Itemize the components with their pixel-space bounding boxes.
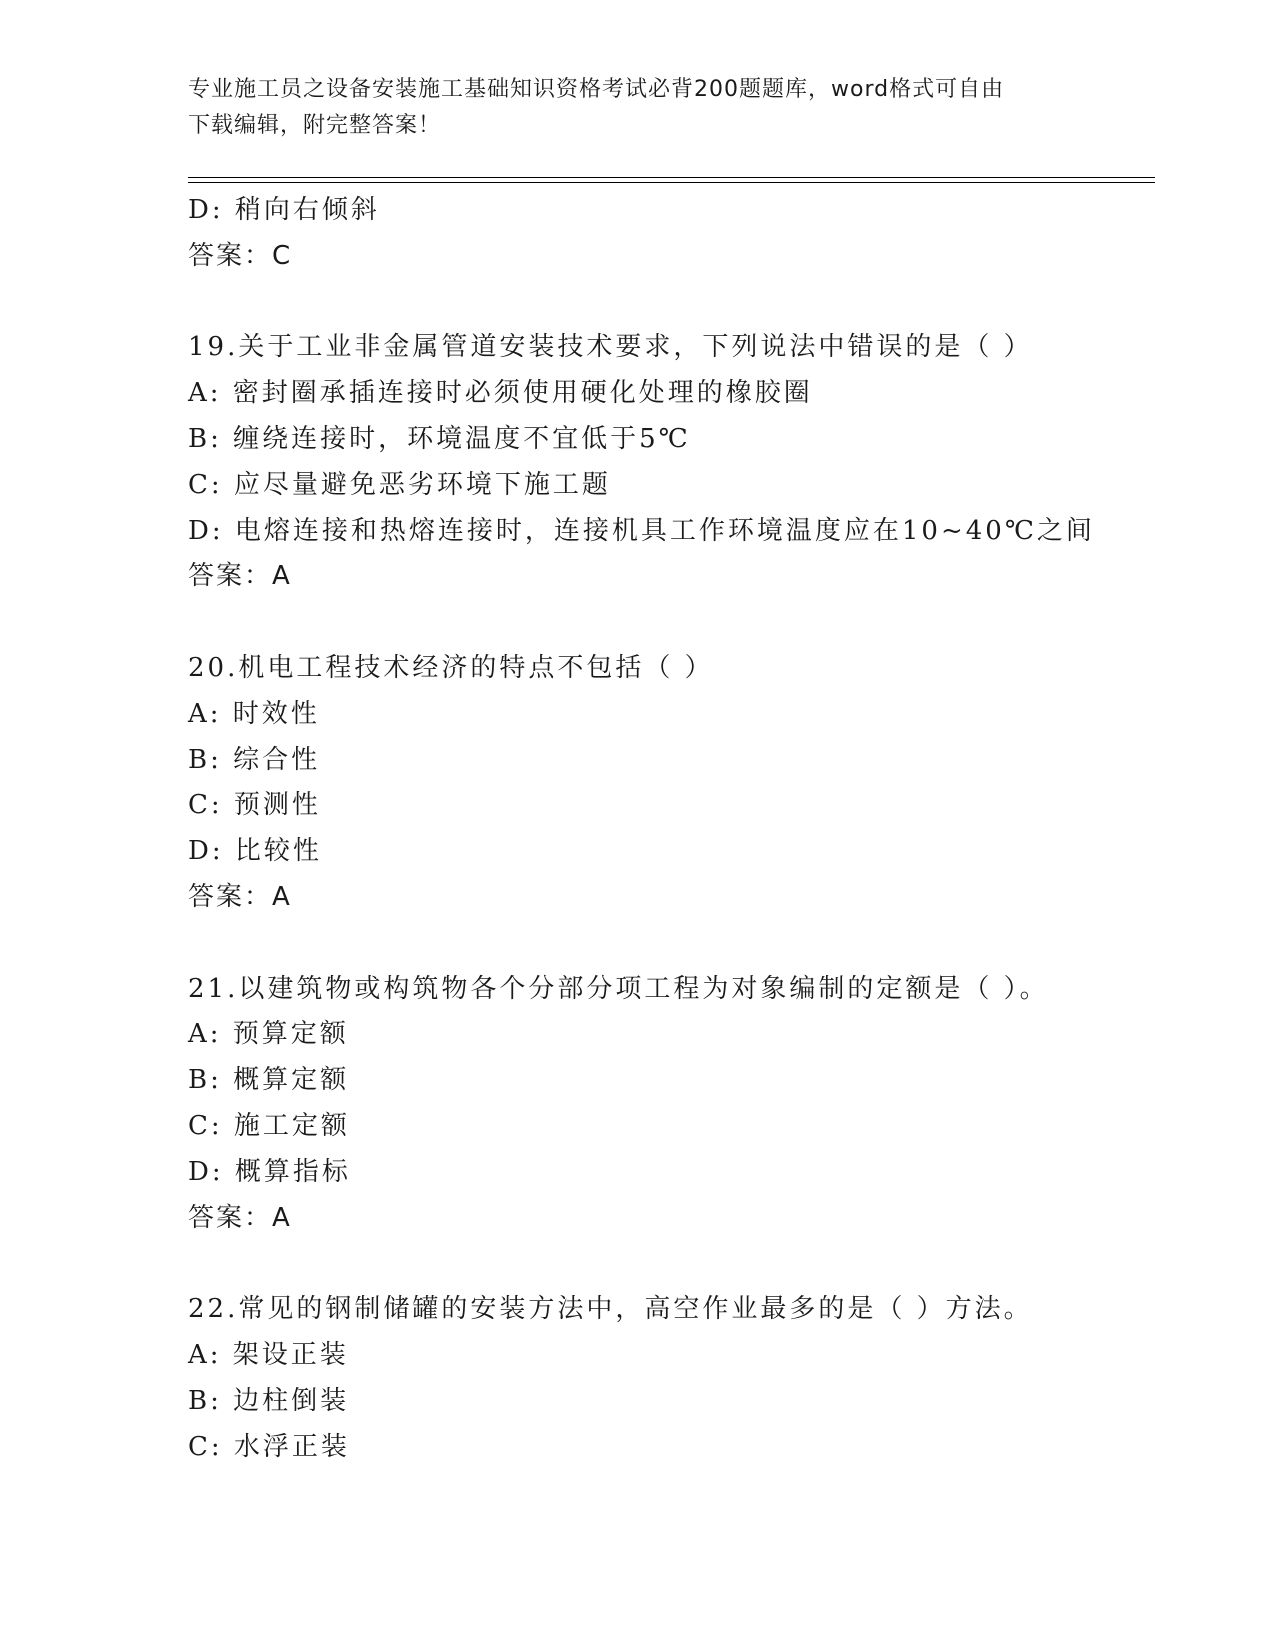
question-block bbox=[188, 1287, 1148, 1470]
option-line: C: 水浮正装 bbox=[188, 1431, 350, 1462]
option-line: B: 概算定额 bbox=[188, 1065, 350, 1096]
question-text: 19.关于工业非金属管道安装技术要求，下列说法中错误的是（ ） bbox=[188, 332, 1033, 363]
answer-line: 答案：A bbox=[188, 561, 292, 592]
block-spacer bbox=[188, 1241, 1148, 1287]
option-line: D: 概算指标 bbox=[188, 1156, 351, 1187]
header-rule-top bbox=[188, 177, 1155, 178]
option-line: C: 施工定额 bbox=[188, 1110, 350, 1141]
option-line: D: 电熔连接和热熔连接时，连接机具工作环境温度应在10~40℃之间 bbox=[188, 515, 1095, 546]
option-line: B: 缠绕连接时，环境温度不宜低于5℃ bbox=[188, 423, 691, 454]
answer-line: 答案：A bbox=[188, 881, 292, 912]
option-line: D: 比较性 bbox=[188, 836, 322, 867]
header-rule-bottom bbox=[188, 182, 1155, 183]
question-list bbox=[188, 188, 1148, 1470]
question-block bbox=[188, 325, 1148, 646]
option-line: B: 边柱倒装 bbox=[188, 1385, 350, 1416]
document-header bbox=[188, 72, 1088, 144]
option-line: C: 预测性 bbox=[188, 790, 321, 821]
block-spacer bbox=[188, 280, 1148, 326]
option-line: A: 密封圈承插连接时必须使用硬化处理的橡胶圈 bbox=[188, 378, 813, 409]
option-line: D: 稍向右倾斜 bbox=[188, 195, 380, 225]
option-line: C: 应尽量避免恶劣环境下施工题 bbox=[188, 469, 611, 500]
option-line: A: 预算定额 bbox=[188, 1019, 349, 1050]
block-spacer bbox=[188, 921, 1148, 967]
question-block bbox=[188, 967, 1148, 1288]
answer-line: 答案：A bbox=[188, 1202, 292, 1233]
header-line-1: 专业施工员之设备安装施工基础知识资格考试必背200题题库，word格式可自由 bbox=[188, 77, 1005, 102]
answer-line: 答案：C bbox=[188, 240, 293, 271]
question-block bbox=[188, 646, 1148, 967]
option-line: A: 时效性 bbox=[188, 698, 320, 729]
option-line: A: 架设正装 bbox=[188, 1339, 349, 1370]
option-line: B: 综合性 bbox=[188, 744, 321, 775]
block-spacer bbox=[188, 600, 1148, 646]
header-line-2: 下载编辑，附完整答案！ bbox=[188, 113, 442, 138]
question-text: 20.机电工程技术经济的特点不包括（ ） bbox=[188, 652, 714, 683]
question-text: 22.常见的钢制储罐的安装方法中，高空作业最多的是（ ）方法。 bbox=[188, 1294, 1033, 1325]
question-text: 21.以建筑物或构筑物各个分部分项工程为对象编制的定额是（ ）。 bbox=[188, 973, 1049, 1004]
question-block bbox=[188, 188, 1148, 325]
